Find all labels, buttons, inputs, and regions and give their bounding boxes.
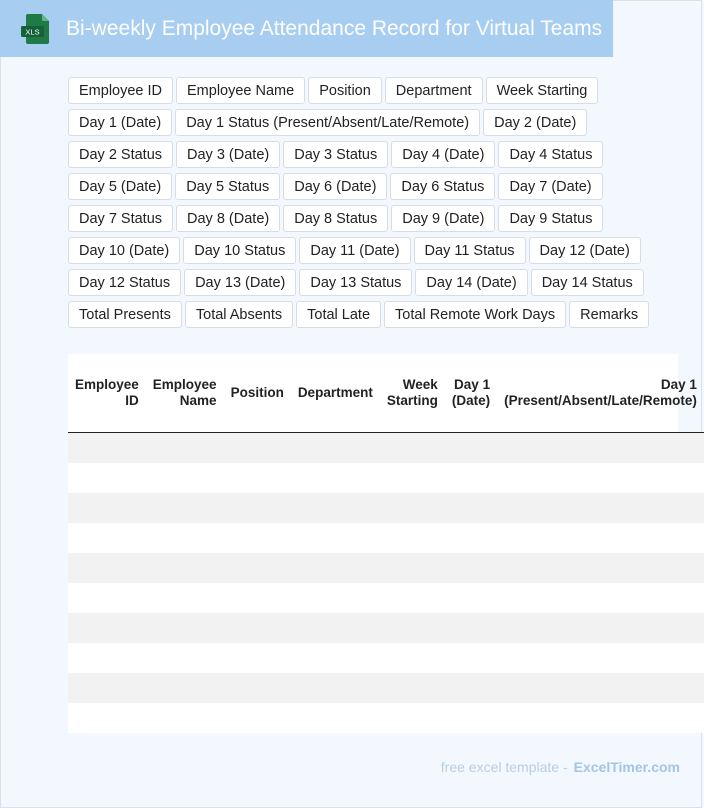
- table-cell[interactable]: [497, 703, 704, 733]
- field-chip: Employee ID: [68, 77, 173, 104]
- table-cell[interactable]: [291, 433, 380, 464]
- table-row: [68, 703, 704, 733]
- excel-file-icon: [20, 13, 52, 45]
- table-cell[interactable]: [445, 613, 497, 643]
- field-chip: Day 5 (Date): [68, 173, 172, 200]
- table-row: [68, 583, 704, 613]
- field-chip: Day 8 Status: [283, 205, 388, 232]
- table-cell[interactable]: [291, 703, 380, 733]
- table-cell[interactable]: [497, 643, 704, 673]
- table-cell[interactable]: [497, 583, 704, 613]
- field-chip: Day 14 Status: [531, 269, 644, 296]
- field-chip: Total Presents: [68, 301, 182, 328]
- table-cell[interactable]: [291, 523, 380, 553]
- table-row: [68, 463, 704, 493]
- table-cell[interactable]: [445, 463, 497, 493]
- field-chip: Day 12 (Date): [529, 237, 641, 264]
- footer-brand-link[interactable]: ExcelTimer.com: [573, 759, 680, 775]
- table-row: [68, 643, 704, 673]
- table-cell[interactable]: [146, 463, 224, 493]
- table-row: [68, 523, 704, 553]
- table-cell[interactable]: [68, 643, 146, 673]
- field-chip: Day 7 Status: [68, 205, 173, 232]
- table-cell[interactable]: [146, 523, 224, 553]
- table-cell[interactable]: [224, 613, 291, 643]
- table-cell[interactable]: [224, 643, 291, 673]
- field-chip: Day 8 (Date): [176, 205, 280, 232]
- table-cell[interactable]: [146, 673, 224, 703]
- field-chip: Employee Name: [176, 77, 305, 104]
- table-cell[interactable]: [380, 643, 445, 673]
- svg-text:XLS: XLS: [25, 27, 40, 37]
- field-chip: Day 11 (Date): [299, 237, 410, 264]
- field-chip: Day 7 (Date): [498, 173, 602, 200]
- table-cell[interactable]: [224, 703, 291, 733]
- table-cell[interactable]: [380, 493, 445, 523]
- table-cell[interactable]: [380, 613, 445, 643]
- table-cell[interactable]: [445, 673, 497, 703]
- table-cell[interactable]: [146, 493, 224, 523]
- field-chip: Day 4 Status: [498, 141, 603, 168]
- table-cell[interactable]: [291, 613, 380, 643]
- table-cell[interactable]: [445, 553, 497, 583]
- field-chip: Day 10 (Date): [68, 237, 180, 264]
- table-cell[interactable]: [291, 553, 380, 583]
- table-cell[interactable]: [497, 493, 704, 523]
- table-cell[interactable]: [224, 523, 291, 553]
- table-cell[interactable]: [146, 703, 224, 733]
- table-cell[interactable]: [497, 433, 704, 464]
- table-cell[interactable]: [146, 643, 224, 673]
- table-cell[interactable]: [68, 613, 146, 643]
- table-cell[interactable]: [380, 553, 445, 583]
- table-cell[interactable]: [291, 493, 380, 523]
- field-chip: Day 13 (Date): [184, 269, 296, 296]
- column-header: Day 1 (Present/Absent/Late/Remote): [497, 354, 704, 433]
- field-chip: Position: [308, 77, 382, 104]
- table-cell[interactable]: [146, 553, 224, 583]
- table-cell[interactable]: [445, 433, 497, 464]
- table-cell[interactable]: [224, 583, 291, 613]
- table-cell[interactable]: [291, 673, 380, 703]
- field-chip: Day 4 (Date): [391, 141, 495, 168]
- table-cell[interactable]: [291, 463, 380, 493]
- table-row: [68, 493, 704, 523]
- field-chip: Day 6 (Date): [283, 173, 387, 200]
- table-cell[interactable]: [497, 613, 704, 643]
- table-cell[interactable]: [445, 583, 497, 613]
- field-chip: Total Remote Work Days: [384, 301, 566, 328]
- field-chip: Week Starting: [486, 77, 599, 104]
- table-cell[interactable]: [224, 463, 291, 493]
- table-cell[interactable]: [146, 583, 224, 613]
- field-chip: Total Late: [296, 301, 381, 328]
- column-header: Department: [291, 354, 380, 433]
- table-cell[interactable]: [380, 703, 445, 733]
- field-chip: Day 5 Status: [175, 173, 280, 200]
- header-banner: [0, 0, 613, 57]
- table-cell[interactable]: [291, 643, 380, 673]
- table-cell[interactable]: [224, 553, 291, 583]
- table-cell[interactable]: [380, 433, 445, 464]
- table-cell[interactable]: [68, 553, 146, 583]
- field-chip: Total Absents: [185, 301, 293, 328]
- field-chip: Day 1 (Date): [68, 109, 172, 136]
- field-chip: Remarks: [569, 301, 649, 328]
- table-cell[interactable]: [224, 433, 291, 464]
- table-cell[interactable]: [68, 493, 146, 523]
- field-chip: Day 6 Status: [390, 173, 495, 200]
- field-chip: Day 11 Status: [414, 237, 526, 264]
- table-cell[interactable]: [497, 463, 704, 493]
- table-cell[interactable]: [445, 493, 497, 523]
- table-cell[interactable]: [497, 553, 704, 583]
- table-cell[interactable]: [68, 703, 146, 733]
- field-list: [68, 77, 668, 330]
- table-cell[interactable]: [445, 643, 497, 673]
- field-chip: Day 14 (Date): [415, 269, 527, 296]
- table-cell[interactable]: [497, 523, 704, 553]
- field-chip: Day 10 Status: [183, 237, 296, 264]
- table-cell[interactable]: [291, 583, 380, 613]
- column-header: Employee Name: [146, 354, 224, 433]
- field-chip: Day 1 Status (Present/Absent/Late/Remote): [175, 109, 480, 136]
- page-title: Bi-weekly Employee Attendance Record for Virtual Teams: [66, 17, 603, 40]
- table-cell[interactable]: [68, 463, 146, 493]
- field-chip: Day 2 Status: [68, 141, 173, 168]
- table-cell[interactable]: [224, 673, 291, 703]
- table-cell[interactable]: [68, 673, 146, 703]
- table-cell[interactable]: [146, 613, 224, 643]
- column-header: Day 1 (Date): [445, 354, 497, 433]
- table-row: [68, 673, 704, 703]
- table-cell[interactable]: [497, 673, 704, 703]
- table-cell[interactable]: [380, 583, 445, 613]
- table-cell[interactable]: [68, 583, 146, 613]
- field-chip: Day 12 Status: [68, 269, 181, 296]
- column-header: Week Starting: [380, 354, 445, 433]
- table-row: [68, 433, 704, 464]
- field-chip: Day 3 (Date): [176, 141, 280, 168]
- field-chip: Day 3 Status: [283, 141, 388, 168]
- field-chip: Day 13 Status: [299, 269, 412, 296]
- table-cell[interactable]: [224, 493, 291, 523]
- field-chip: Day 2 (Date): [483, 109, 587, 136]
- attendance-table: [68, 354, 697, 733]
- table-row: [68, 553, 704, 583]
- field-chip: Day 9 Status: [498, 205, 603, 232]
- field-chip: Day 9 (Date): [391, 205, 495, 232]
- table-row: [68, 613, 704, 643]
- table-cell[interactable]: [380, 673, 445, 703]
- footer-text: free excel template -: [440, 759, 568, 775]
- table-cell[interactable]: [380, 463, 445, 493]
- table-cell[interactable]: [146, 433, 224, 464]
- table-cell[interactable]: [445, 703, 497, 733]
- footer-credit: [441, 759, 680, 775]
- table-cell[interactable]: [68, 523, 146, 553]
- column-header: Position: [224, 354, 291, 433]
- column-header: Employee ID: [68, 354, 146, 433]
- table-cell[interactable]: [445, 523, 497, 553]
- table-cell[interactable]: [68, 433, 146, 464]
- field-chip: Department: [385, 77, 483, 104]
- table-cell[interactable]: [380, 523, 445, 553]
